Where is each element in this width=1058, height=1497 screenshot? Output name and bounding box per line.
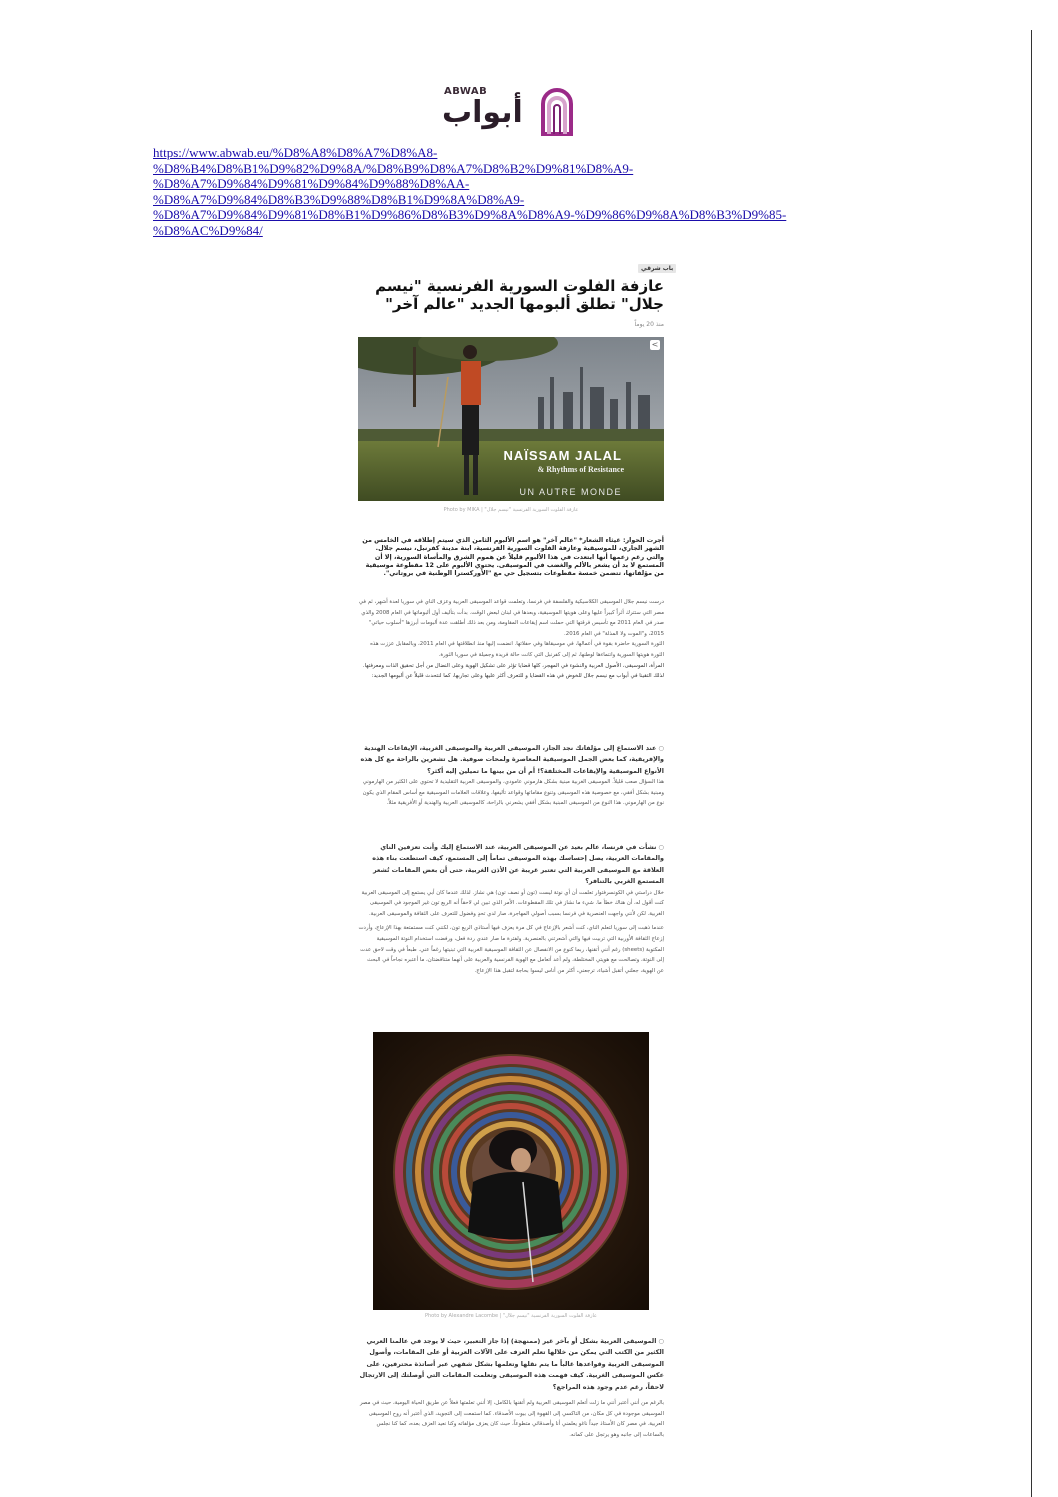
article-body-1 bbox=[358, 597, 664, 682]
url-line: %D8%A7%D9%84%D9%81%D8%B1%D9%86%D8%B3%D9%8A%D8%A9-%D9%86%D9%8A%D8%B3%D9%85- bbox=[153, 207, 787, 222]
category-badge[interactable]: باب شرقي bbox=[638, 264, 676, 273]
hero-illustration bbox=[358, 337, 664, 501]
share-icon[interactable]: < bbox=[651, 340, 659, 349]
hero-artist-name: NAÏSSAM JALAL bbox=[503, 448, 622, 463]
article-title: عازفة الفلوت السورية الفرنسية "نيسم جلال" تطلق ألبومها الجديد "عالم آخر" bbox=[375, 277, 664, 313]
question-text: ○ الموسيقى العربية بشكل أو بآخر غير (ممنهجة) إذا جاز التعبير، حيث لا يوجد في عالمنا العربي الكثير من الكتب التي يمكن من خلالها تعلم العزف على الآلات العربية أو على المقامات، وأصول الموسيقى العربية وقواعدها غالباً ما يتم نقلها وتعلمها بشكل شفهي عبر أساتذة محترفين، على عكس الموسيقى الغربية. كيف فهمت هذه الموسيقى وتعلمت المقامات التي أوصلتك إلى الارتجال لاحقاً، رغم عدم وجود هذه المراجع؟ bbox=[358, 1336, 664, 1393]
question-block-3 bbox=[358, 1336, 664, 1440]
logo-arabic-text: أبواب bbox=[442, 95, 523, 130]
answer-text: خلال دراستي في الكونسرفتوار تعلمت أن أي نوتة ليست (تون أو نصف تون) هي نشاز. لذلك عندما كان أبي يستمع إلى الموسيقى العربية كنت أقول له، أن هناك خطأ ما. شيء ما نشاز في تلك المقطوعات. الأمر الذي تبين لي لاحقاً أنه الربع تون غير الموجود في الموسيقى الغربية. لكن لأنني واجهت العنصرية في فرنسا بسبب أصولي المهاجرة، صار لدي تحدٍ وفضول للتعرف على الثقافة والموسيقى العربية. bbox=[361, 889, 664, 917]
answer-text: هذا السؤال صعب قليلاً. الموسيقى الغربية مبنية بشكل هارموني عامودي، والموسيقى العربية التقليدية لا تحتوي على الكثير من الهارموني ومبنية بشكل أفقي، مع خصوصية هذه الموسيقى وتنوع مقاماتها وقواعد تأليفها، وعلاقات العلامات الموسيقية مع أساس المقام الذي يكون نوع من الهارموني. هذا النوع من الموسيقى المبنية بشكل أفقي يشعرني بالراحة، كالموسيقى العربية والهندية أو الأفريقية مثلاً. bbox=[362, 779, 664, 807]
question-block-1 bbox=[358, 743, 664, 809]
answer-text: عندما ذهبت إلى سوريا لتعلم الناي، كنت أشعر بالإزعاج في كل مرة يعزف فيها أستاذي الربع تون، لكنني كنت مستمتعة بهذا الإزعاج، وأردت إزعاج الثقافة الأوربية التي تربيت فيها والتي أشعرتني بالعنصرية. ولفترة ما صار عندي ردة فعل، ورفضت استخدام النوتة الموسيقية المكتوبة (sheets) رغم أنني أتقنها، ربما كنوع من الانفصال عن الثقافة الموسيقية الغربية التي تبنيتها رغماً عني. طبعاً في وقت لاحق عدت إلى النوتة، وتصالحت مع هويتي المختلطة، ولم أعد أتعامل مع الهوية الفرنسية والعربية على أنهما متناقضتان، ما أعتبره نجاحاً في البحث عن الهوية، جعلني أتقبل أشياء، ترجعني، أكثر من أناس ليسوا بحاجة لتقبل هذا الإزعاج. bbox=[358, 925, 664, 974]
source-url-link[interactable] bbox=[153, 145, 853, 238]
hero-band-name: & Rhythms of Resistance bbox=[537, 465, 624, 474]
url-line: %D8%A7%D9%84%D9%81%D9%84%D9%88%D8%AA- bbox=[153, 176, 470, 191]
article-lead: أجرت الحوار: غيثاء الشعار* "عالم آخر" هو اسم الألبوم الثامن الذي سيتم إطلاقه في الخامس من الشهر الجاري، للموسيقية وعازفة الفلوت السورية الفرنسية، ابنة مدينة كفرنبل، نيسم جلال. والتي رغم زعمها أنها ابتعدت في هذا الألبوم قليلاً عن هموم الشرق والمأساة السورية، إلا أن المستمع لا بد أن يشعر بالألم والغضب في الموسيقى. يحتوي الألبوم على 12 مقطوعة موسيقية من مؤلفاتها، تتضمن خمسة مقطوعات بتسجيل حي مع "الأوركسترا الوطنية في بروتاني". bbox=[362, 536, 664, 578]
url-line: %D8%AC%D9%84/ bbox=[153, 222, 263, 238]
second-photo bbox=[373, 1032, 649, 1310]
page-edge-line bbox=[1031, 30, 1032, 1497]
hero-caption: عازفة الفلوت السورية الفرنسية "نيسم جلال" | Photo by MIKA bbox=[443, 507, 579, 513]
hero-image bbox=[358, 337, 664, 501]
question-text: ○ عند الاستماع إلى مؤلفاتك نجد الجاز، الموسيقى العربية والموسيقى الغربية، الإيقاعات الهندية والإفريقية، كما بعض الجمل الموسيقية المعاصرة ولمحات صوفية. هل تشعرين بالراحة مع كل هذه الأنواع الموسيقية والإيقاعات المختلفة؟! أم أن من بينها ما تميلين إليه أكثر؟ bbox=[358, 743, 664, 777]
hero-album-name: UN AUTRE MONDE bbox=[519, 487, 622, 497]
arch-logo-icon bbox=[540, 86, 574, 136]
logo-latin-text: ABWAB bbox=[444, 86, 488, 97]
rug-portrait-illustration bbox=[373, 1032, 649, 1310]
answer-text: بالرغم من أنني أعتبر أنني ما زلت أتعلم الموسيقى العربية ولم أتقنها بالكامل، إلا أنني تعلمتها فعلاً عن طريق الحياة اليومية، حيث في مصر الموسيقى موجودة في كل مكان، من التاكسي إلى القهوة إلى بيوت الأصدقاء. كما استمعت إلى التجويد، الذي أعتبر أنه روح الموسيقى العربية. في مصر كان الأستاذ جيداً ناغو يعلمني أنا وأصدقائي متطوعاً، حيث كان يعزف مؤلفاته وكنا نعيد العزف بعده، كما كنا نجلس بالساعات إلى جانبه وهو يرتجل على كمانه. bbox=[359, 1400, 664, 1438]
question-text: ○ نشأت في فرنسا، عالم بعيد عن الموسيقى العربية، عند الاستماع إليك وأنت تعزفين الناي والمقامات العربية، يصل إحساسك بهذه الموسيقى تماماً إلى المستمع، كيف استطعت بناء هذه العلاقة مع الموسيقى العربية التي تعتبر غريبة عن الأذن الغربية، حتى أن بعض المقامات تُشعر المستمع الغربي بالتنافر؟ bbox=[358, 842, 664, 888]
url-line: %D8%B4%D8%B1%D9%82%D9%8A/%D8%B9%D8%A7%D8%B2%D9%81%D8%A9- bbox=[153, 160, 634, 176]
body-paragraph: الثورة السورية حاضرة بقوة في أعمالها، في موسيقاها وفي حفلاتها. انضمت إليها منذ انطلاقتها في العام 2011، وبالمقابل عززت هذه الثورة هويتها السورية وانتماءها لوطنها، ثم إلى كفرنبل التي كانت حالة فريدة وجميلة في سوريا الثورة. bbox=[370, 641, 664, 658]
body-paragraph: درست نيسم جلال الموسيقى الكلاسيكية والفلسفة في فرنسا، وتعلمت قواعد الموسيقى العربية وعزف الناي في سوريا لعدة أشهر، ثم في مصر التي ستترك أثراً كبيراً عليها وعلى هويتها الموسيقية، وبعدها في لبنان لبعض الوقت. بدأت بتأليف أول ألبوماتها في العام 2008 والذي صدر في العام 2011 مع تأسيس فرقتها التي حملت اسم إيقاعات المقاومة، ومن بعد ذلك أطلقت عدة ألبومات أبرزها "أسلوب حياتي" 2015، و"الموت ولا المذلة" في العام 2016. bbox=[358, 599, 664, 637]
url-line: https://www.abwab.eu/%D8%A8%D8%A7%D8%A8- bbox=[153, 145, 438, 160]
body-paragraph: المرأة، الموسيقى، الأصول العربية والنشوء في المهجر، كلها قضايا تؤثر على تشكيل الهوية وعلى النضال من أجل تحقيق الذات ومعرفتها. لذلك التقينا في أبواب مع نيسم جلال للخوض في هذه القضايا و للتعرف أكثر عليها وعلى تجاربها، كما لنتحدث قليلاً عن ألبومها الجديد: bbox=[362, 662, 664, 680]
article-date: منذ 20 يوماً bbox=[634, 321, 664, 328]
url-line: %D8%A7%D9%84%D8%B3%D9%88%D8%B1%D9%8A%D8%A9- bbox=[153, 191, 525, 207]
second-photo-caption: عازفة الفلوت السورية الفرنسية "نيسم جلال" | Photo by Alexandre Lacombe bbox=[424, 1313, 597, 1319]
abwab-logo[interactable] bbox=[440, 86, 574, 138]
question-block-2 bbox=[358, 842, 664, 976]
